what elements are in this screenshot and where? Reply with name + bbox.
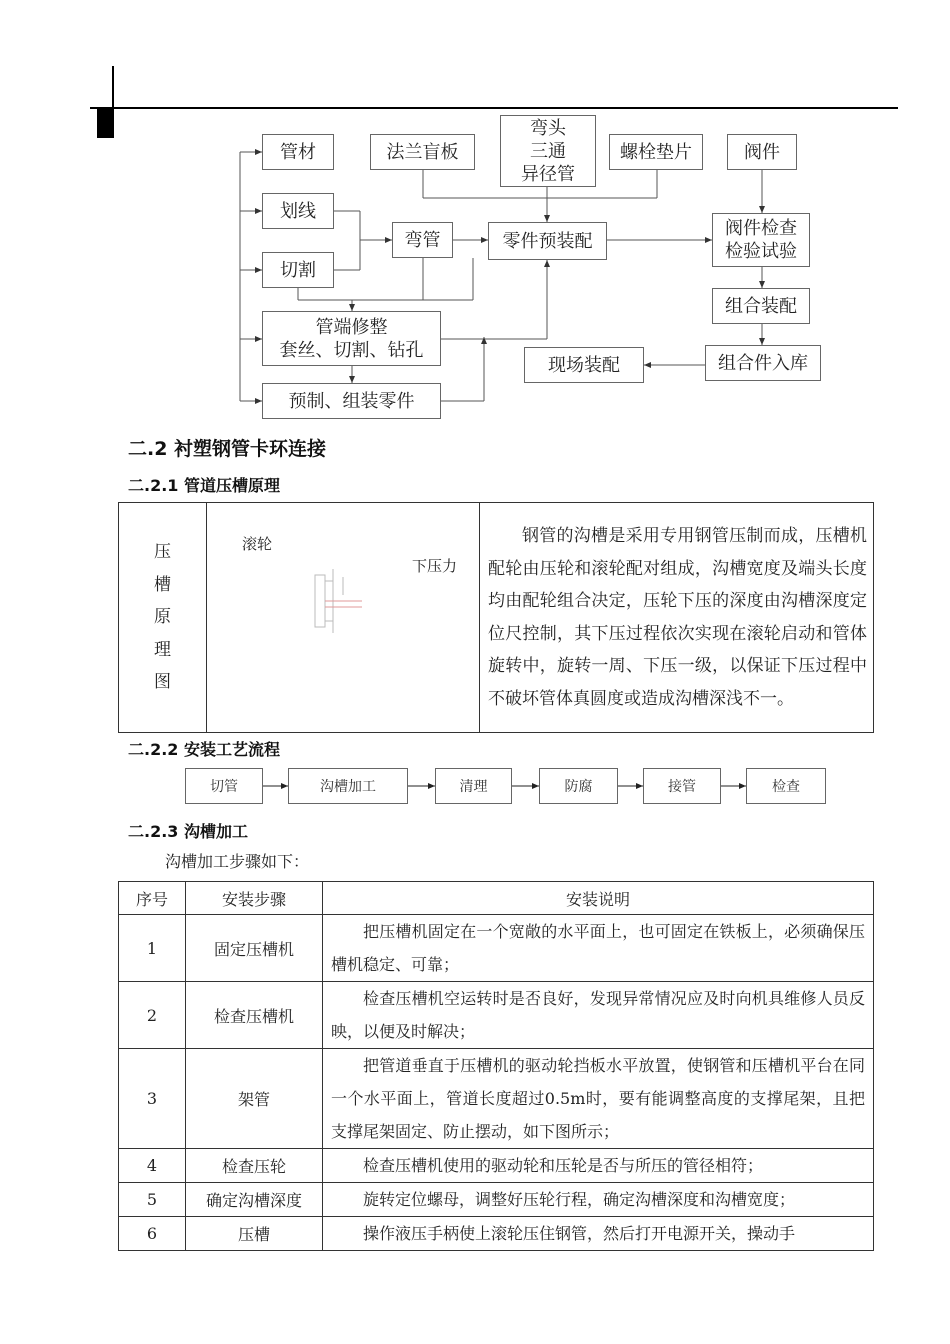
flow-box-combined-assembly: 组合装配 xyxy=(712,288,810,324)
flow-box-flange-blind: 法兰盲板 xyxy=(370,134,475,170)
table-row xyxy=(119,915,874,982)
row-step: 固定压槽机 xyxy=(186,915,323,982)
row-desc: 把管道垂直于压槽机的驱动轮挡板水平放置，使钢管和压槽机平台在同一个水平面上，管道长度超过0.5m时，要有能调整高度的支撑尾架，且把支撑尾架固定、防止摆动，如下图所示； xyxy=(323,1049,874,1149)
table-row xyxy=(119,1217,874,1251)
label-char: 压 xyxy=(154,542,171,563)
flow-box-parts-preassembly: 零件预装配 xyxy=(488,222,607,260)
row-step: 确定沟槽深度 xyxy=(186,1183,323,1217)
row-step: 检查压槽机 xyxy=(186,982,323,1049)
label-char: 理 xyxy=(154,639,171,660)
pressure-label: 下压力 xyxy=(412,557,458,575)
flow-box-valve: 阀件 xyxy=(727,134,797,170)
process-step-connect: 接管 xyxy=(643,768,721,804)
row-step: 架管 xyxy=(186,1049,323,1149)
row-no: 2 xyxy=(119,982,186,1049)
row-desc: 检查压槽机空运转时是否良好，发现异常情况应及时向机具维修人员反映，以便及时解决； xyxy=(323,982,874,1049)
grooving-intro: 沟槽加工步骤如下： xyxy=(165,852,310,871)
subsection-heading-grooving-principle: 二.2.1 管道压槽原理 xyxy=(128,476,280,495)
label-char: 原 xyxy=(154,607,171,628)
flow-box-cutting: 切割 xyxy=(262,252,334,288)
table-row xyxy=(119,1149,874,1183)
row-no: 1 xyxy=(119,915,186,982)
process-step-inspect: 检查 xyxy=(746,768,826,804)
flow-box-valve-inspection: 阀件检查 检验试验 xyxy=(712,213,810,267)
row-step: 检查压轮 xyxy=(186,1149,323,1183)
flow-box-pipe-bending: 弯管 xyxy=(392,222,453,258)
section-heading: 二.2 衬塑钢管卡环连接 xyxy=(128,438,327,460)
flow-box-bolt-gasket: 螺栓垫片 xyxy=(609,134,703,170)
process-step-clean: 清理 xyxy=(435,768,512,804)
process-step-grooving: 沟槽加工 xyxy=(288,768,408,804)
row-desc: 把压槽机固定在一个宽敞的水平面上，也可固定在铁板上，必须确保压槽机稳定、可靠； xyxy=(323,915,874,982)
row-desc: 旋转定位螺母，调整好压轮行程，确定沟槽深度和沟槽宽度； xyxy=(323,1183,874,1217)
row-desc: 检查压槽机使用的驱动轮和压轮是否与所压的管径相符； xyxy=(323,1149,874,1183)
principle-description: 钢管的沟槽是采用专用钢管压制而成，压槽机配轮由压轮和滚轮配对组成，沟槽宽度及端头长度均由配轮组合决定，压轮下压的深度由沟槽深度定位尺控制，其下压过程依次实现在滚轮启动和管体旋转中，旋转一周、下压一级，以保证下压过程中不破坏管体真圆度或造成沟槽深浅不一。 xyxy=(480,503,874,733)
flow-box-site-assembly: 现场装配 xyxy=(524,347,644,383)
flow-box-assembly-storage: 组合件入库 xyxy=(705,345,821,381)
header-no: 序号 xyxy=(119,882,186,915)
row-no: 6 xyxy=(119,1217,186,1251)
flow-box-marking: 划线 xyxy=(262,193,334,229)
row-no: 5 xyxy=(119,1183,186,1217)
grooving-steps-table xyxy=(118,881,874,1251)
table-row xyxy=(119,1183,874,1217)
table-row xyxy=(119,982,874,1049)
flow-box-pipe-material: 管材 xyxy=(262,134,334,170)
process-step-anticorrosion: 防腐 xyxy=(539,768,618,804)
label-char: 槽 xyxy=(154,574,171,595)
flow-box-pipe-end-finishing: 管端修整 套丝、切割、钻孔 xyxy=(262,311,441,366)
header-desc: 安装说明 xyxy=(323,882,874,915)
process-step-cut-pipe: 切管 xyxy=(185,768,263,804)
row-no: 4 xyxy=(119,1149,186,1183)
row-desc: 操作液压手柄使上滚轮压住钢管，然后打开电源开关，操动手 xyxy=(323,1217,874,1251)
header-step: 安装步骤 xyxy=(186,882,323,915)
subsection-heading-grooving: 二.2.3 沟槽加工 xyxy=(128,822,248,841)
flow-box-elbow-tee-reducer: 弯头 三通 异径管 xyxy=(500,115,596,187)
flow-box-prefabrication: 预制、组装零件 xyxy=(262,383,441,419)
row-step: 压槽 xyxy=(186,1217,323,1251)
roller-label: 滚轮 xyxy=(242,535,273,553)
row-no: 3 xyxy=(119,1049,186,1149)
label-char: 图 xyxy=(154,672,171,693)
table-header-row xyxy=(119,882,874,915)
subsection-heading-install-process: 二.2.2 安装工艺流程 xyxy=(128,740,280,759)
table-row xyxy=(119,1049,874,1149)
